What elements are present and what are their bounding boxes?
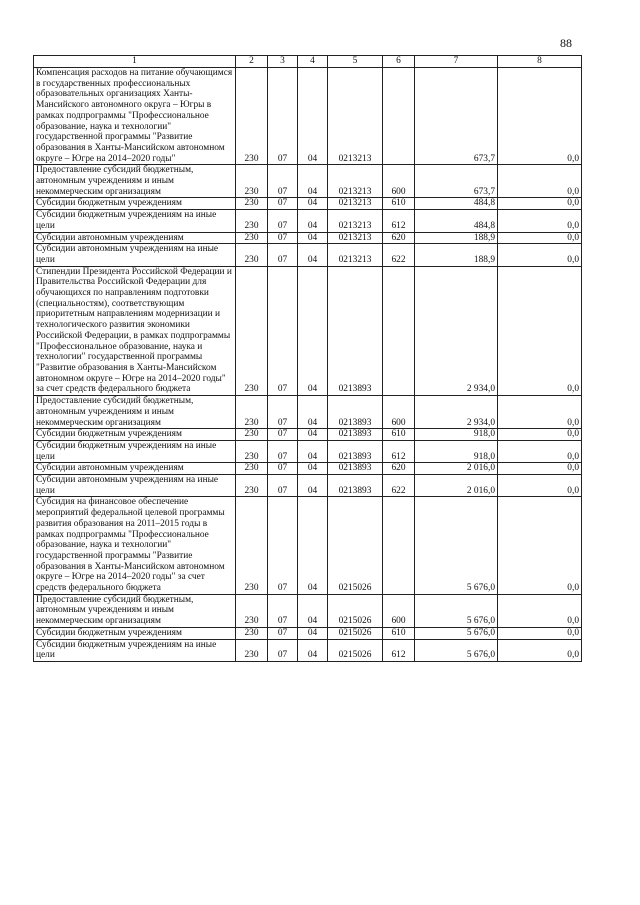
table-row <box>34 429 582 441</box>
cell-subsection: 04 <box>298 594 328 627</box>
cell-amount-col8: 0,0 <box>498 440 582 462</box>
cell-target-article: 0213213 <box>328 244 383 266</box>
cell-subsection: 04 <box>298 497 328 594</box>
cell-expense-type: 600 <box>383 396 415 429</box>
cell-amount-col8: 0,0 <box>498 266 582 395</box>
cell-section: 07 <box>268 165 298 198</box>
table-row <box>34 165 582 198</box>
cell-expense-type: 612 <box>383 639 415 661</box>
cell-amount: 918,0 <box>415 429 498 441</box>
cell-amount: 484,8 <box>415 210 498 232</box>
cell-target-article: 0213213 <box>328 210 383 232</box>
column-header: 4 <box>298 56 328 68</box>
cell-expense-type: 612 <box>383 440 415 462</box>
cell-amount-col8: 0,0 <box>498 165 582 198</box>
cell-expense-type <box>383 68 415 165</box>
cell-section: 07 <box>268 429 298 441</box>
cell-amount: 2 016,0 <box>415 475 498 497</box>
table-row <box>34 396 582 429</box>
table-row <box>34 232 582 244</box>
cell-expense-type: 610 <box>383 627 415 639</box>
cell-admin-code: 230 <box>236 244 268 266</box>
row-description: Субсидии бюджетным учреждениям <box>34 429 236 441</box>
cell-subsection: 04 <box>298 232 328 244</box>
cell-expense-type <box>383 497 415 594</box>
cell-target-article: 0213213 <box>328 165 383 198</box>
column-header: 5 <box>328 56 383 68</box>
cell-expense-type: 612 <box>383 210 415 232</box>
cell-section: 07 <box>268 497 298 594</box>
cell-expense-type: 610 <box>383 429 415 441</box>
column-header: 1 <box>34 56 236 68</box>
cell-subsection: 04 <box>298 244 328 266</box>
column-header: 2 <box>236 56 268 68</box>
cell-amount-col8: 0,0 <box>498 639 582 661</box>
cell-target-article: 0213893 <box>328 396 383 429</box>
cell-amount-col8: 0,0 <box>498 475 582 497</box>
cell-target-article: 0213893 <box>328 440 383 462</box>
table-row <box>34 594 582 627</box>
table-row <box>34 627 582 639</box>
cell-amount-col8: 0,0 <box>498 497 582 594</box>
cell-section: 07 <box>268 463 298 475</box>
cell-section: 07 <box>268 475 298 497</box>
cell-target-article: 0213893 <box>328 475 383 497</box>
table-row <box>34 639 582 661</box>
cell-amount-col8: 0,0 <box>498 210 582 232</box>
column-header: 7 <box>415 56 498 68</box>
row-description: Стипендии Президента Российской Федерации и Правительства Российской Федерации для обучающихся по направлениям подготовки (специальностям), соответствующим приоритетным направлениям модернизации и технологического развития экономики Российской Федерации, в рамках подпрограммы "Профессиональное образование, наука и технологии" государственной программы "Развитие образования в Ханты-Мансийском автономном округе – Югре на 2014–2020 годы" за счет средств федерального бюджета <box>34 266 236 395</box>
cell-admin-code: 230 <box>236 165 268 198</box>
cell-target-article: 0213213 <box>328 198 383 210</box>
cell-subsection: 04 <box>298 266 328 395</box>
cell-amount: 5 676,0 <box>415 594 498 627</box>
cell-target-article: 0215026 <box>328 639 383 661</box>
cell-admin-code: 230 <box>236 463 268 475</box>
cell-section: 07 <box>268 594 298 627</box>
cell-admin-code: 230 <box>236 210 268 232</box>
cell-amount: 2 934,0 <box>415 266 498 395</box>
cell-amount: 2 934,0 <box>415 396 498 429</box>
cell-section: 07 <box>268 210 298 232</box>
cell-target-article: 0215026 <box>328 497 383 594</box>
cell-admin-code: 230 <box>236 266 268 395</box>
row-description: Предоставление субсидий бюджетным, автономным учреждениям и иным некоммерческим организациям <box>34 165 236 198</box>
table-row <box>34 440 582 462</box>
cell-subsection: 04 <box>298 210 328 232</box>
cell-amount: 188,9 <box>415 232 498 244</box>
page-number: 88 <box>560 36 572 50</box>
cell-section: 07 <box>268 232 298 244</box>
cell-expense-type: 610 <box>383 198 415 210</box>
cell-amount-col8: 0,0 <box>498 463 582 475</box>
cell-subsection: 04 <box>298 463 328 475</box>
table-row <box>34 210 582 232</box>
row-description: Субсидии автономным учреждениям <box>34 232 236 244</box>
cell-amount-col8: 0,0 <box>498 627 582 639</box>
cell-admin-code: 230 <box>236 497 268 594</box>
cell-section: 07 <box>268 244 298 266</box>
cell-amount-col8: 0,0 <box>498 232 582 244</box>
table-row <box>34 266 582 395</box>
cell-amount-col8: 0,0 <box>498 198 582 210</box>
column-header: 3 <box>268 56 298 68</box>
cell-admin-code: 230 <box>236 68 268 165</box>
cell-section: 07 <box>268 627 298 639</box>
cell-section: 07 <box>268 396 298 429</box>
cell-subsection: 04 <box>298 198 328 210</box>
cell-amount: 5 676,0 <box>415 639 498 661</box>
cell-amount: 673,7 <box>415 68 498 165</box>
cell-target-article: 0213893 <box>328 266 383 395</box>
cell-admin-code: 230 <box>236 198 268 210</box>
cell-expense-type: 620 <box>383 232 415 244</box>
table-row <box>34 68 582 165</box>
table-row <box>34 463 582 475</box>
cell-target-article: 0213213 <box>328 68 383 165</box>
cell-amount: 673,7 <box>415 165 498 198</box>
cell-subsection: 04 <box>298 627 328 639</box>
cell-amount: 484,8 <box>415 198 498 210</box>
cell-subsection: 04 <box>298 429 328 441</box>
budget-table <box>33 55 582 662</box>
cell-target-article: 0215026 <box>328 594 383 627</box>
cell-expense-type: 622 <box>383 244 415 266</box>
table-row <box>34 475 582 497</box>
cell-amount-col8: 0,0 <box>498 244 582 266</box>
row-description: Субсидии автономным учреждениям на иные цели <box>34 475 236 497</box>
cell-admin-code: 230 <box>236 440 268 462</box>
cell-section: 07 <box>268 198 298 210</box>
cell-amount: 918,0 <box>415 440 498 462</box>
cell-section: 07 <box>268 266 298 395</box>
table-header-row <box>34 56 582 68</box>
cell-expense-type: 600 <box>383 165 415 198</box>
cell-amount-col8: 0,0 <box>498 429 582 441</box>
row-description: Предоставление субсидий бюджетным, автономным учреждениям и иным некоммерческим организациям <box>34 594 236 627</box>
row-description: Субсидии бюджетным учреждениям на иные цели <box>34 210 236 232</box>
row-description: Предоставление субсидий бюджетным, автономным учреждениям и иным некоммерческим организациям <box>34 396 236 429</box>
cell-section: 07 <box>268 68 298 165</box>
cell-subsection: 04 <box>298 165 328 198</box>
cell-subsection: 04 <box>298 68 328 165</box>
cell-target-article: 0213213 <box>328 232 383 244</box>
cell-target-article: 0213893 <box>328 463 383 475</box>
column-header: 6 <box>383 56 415 68</box>
cell-admin-code: 230 <box>236 429 268 441</box>
column-header: 8 <box>498 56 582 68</box>
cell-admin-code: 230 <box>236 594 268 627</box>
cell-amount: 2 016,0 <box>415 463 498 475</box>
row-description: Субсидии автономным учреждениям на иные цели <box>34 244 236 266</box>
cell-subsection: 04 <box>298 440 328 462</box>
cell-admin-code: 230 <box>236 232 268 244</box>
row-description: Субсидии бюджетным учреждениям на иные цели <box>34 440 236 462</box>
row-description: Компенсация расходов на питание обучающимся в государственных профессиональных образовательных организациях Ханты-Мансийского автономного округа – Югры в рамках подпрограммы "Профессиональное образование, наука и технологии" государственной программы "Развитие образования в Ханты-Мансийском автономном округе – Югре на 2014–2020 годы" <box>34 68 236 165</box>
cell-amount: 188,9 <box>415 244 498 266</box>
cell-amount-col8: 0,0 <box>498 396 582 429</box>
cell-admin-code: 230 <box>236 639 268 661</box>
cell-expense-type <box>383 266 415 395</box>
table-row <box>34 244 582 266</box>
cell-amount-col8: 0,0 <box>498 594 582 627</box>
cell-target-article: 0213893 <box>328 429 383 441</box>
cell-admin-code: 230 <box>236 627 268 639</box>
cell-expense-type: 600 <box>383 594 415 627</box>
row-description: Субсидии бюджетным учреждениям <box>34 627 236 639</box>
cell-section: 07 <box>268 440 298 462</box>
row-description: Субсидии бюджетным учреждениям на иные цели <box>34 639 236 661</box>
cell-admin-code: 230 <box>236 475 268 497</box>
cell-subsection: 04 <box>298 639 328 661</box>
cell-subsection: 04 <box>298 396 328 429</box>
cell-section: 07 <box>268 639 298 661</box>
cell-admin-code: 230 <box>236 396 268 429</box>
cell-subsection: 04 <box>298 475 328 497</box>
row-description: Субсидии бюджетным учреждениям <box>34 198 236 210</box>
cell-expense-type: 622 <box>383 475 415 497</box>
cell-amount: 5 676,0 <box>415 627 498 639</box>
cell-target-article: 0215026 <box>328 627 383 639</box>
row-description: Субсидия на финансовое обеспечение мероприятий федеральной целевой программы развития образования на 2011–2015 годы в рамках подпрограммы "Профессиональное образование, наука и технологии" государственной программы "Развитие образования в Ханты-Мансийском автономном округе – Югре на 2014–2020 годы" за счет средств федерального бюджета <box>34 497 236 594</box>
row-description: Субсидии автономным учреждениям <box>34 463 236 475</box>
cell-expense-type: 620 <box>383 463 415 475</box>
table-row <box>34 497 582 594</box>
cell-amount-col8: 0,0 <box>498 68 582 165</box>
cell-amount: 5 676,0 <box>415 497 498 594</box>
table-row <box>34 198 582 210</box>
